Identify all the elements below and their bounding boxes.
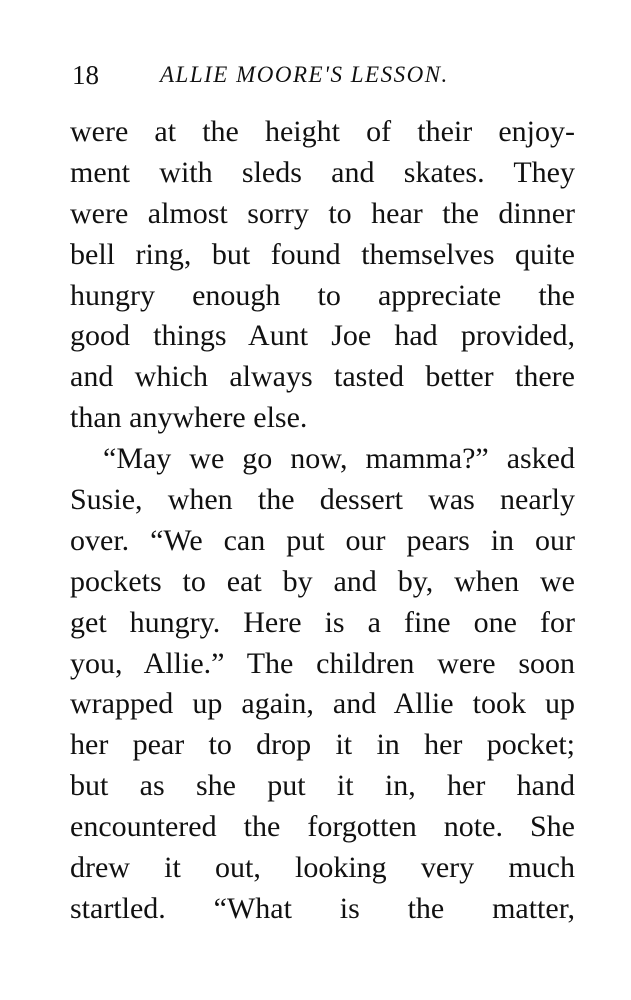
text-line: wrapped up again, and Allie took up [70, 687, 575, 721]
text-line: ment with sleds and skates. They [70, 155, 575, 189]
text-line: were at the height of their enjoy- [70, 115, 575, 148]
text-line: but as she put it in, her hand [70, 769, 575, 803]
text-line: bell ring, but found themselves quite [70, 237, 575, 271]
text-line: drew it out, looking very much [70, 851, 575, 885]
text-line: good things Aunt Joe had provided, [70, 319, 575, 353]
body-text [70, 112, 575, 930]
text-line: and which always tasted better there [70, 360, 575, 394]
text-line: “May we go now, mamma?” asked [103, 442, 575, 476]
text-line: her pear to drop it in her pocket; [70, 728, 575, 762]
text-line: hungry enough to appreciate the [70, 278, 575, 312]
running-title: ALLIE MOORE'S LESSON. [160, 62, 449, 87]
text-line: pockets to eat by and by, when we [70, 564, 575, 598]
text-line: over. “We can put our pears in our [70, 523, 575, 557]
page-number: 18 [72, 60, 99, 90]
text-line: than anywhere else. [70, 401, 308, 435]
text-line: were almost sorry to hear the dinner [70, 196, 575, 230]
text-line: get hungry. Here is a fine one for [70, 605, 575, 639]
page-header [72, 58, 572, 92]
text-line: encountered the forgotten note. She [70, 810, 575, 844]
text-line: you, Allie.” The children were soon [70, 646, 575, 680]
text-line: Susie, when the dessert was nearly [70, 483, 575, 517]
text-line: startled. “What is the matter, [70, 891, 575, 925]
